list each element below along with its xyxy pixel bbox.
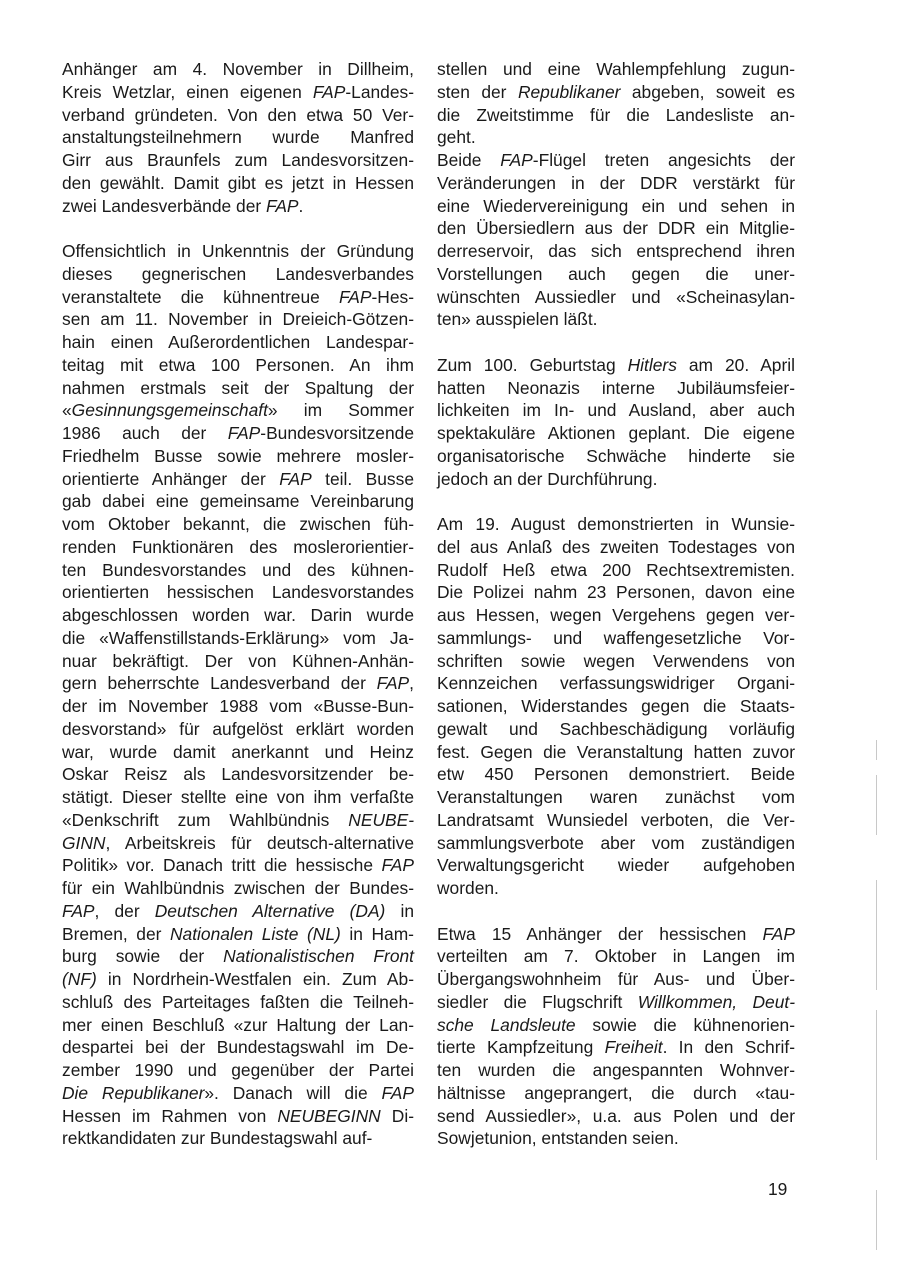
text-segment: Anhänger am 4. November in Dillheim, [62,59,414,79]
text-segment: . [298,195,304,216]
text-line [62,718,414,741]
italic-text: NEUBE- [348,809,414,830]
text-line [437,650,795,673]
text-line [437,377,795,400]
text-line [62,1014,414,1037]
text-segment: Veranstaltungen waren zunächst vom [437,787,795,807]
text-line [62,104,414,127]
text-segment: Kreis Wetzlar, einen eigenen [62,81,313,102]
text-segment: Veränderungen in der DDR verstärkt für [437,172,795,193]
text-line [437,945,795,968]
text-segment: fest. Gegen die Veranstaltung hatten zuvor [437,741,795,762]
text-segment: ten Bundesvorstandes und des kühnen- [62,559,414,580]
right-column [437,58,795,1150]
text-line [437,81,795,104]
text-line [62,217,414,240]
text-segment: ». Danach will die [204,1082,382,1103]
text-segment: aus Hessen, wegen Vergehens gegen ver- [437,605,795,625]
text-segment: -Flügel treten angesichts der [532,150,795,170]
text-line [62,149,414,172]
italic-text: sche Landsleute [437,1014,576,1035]
text-segment: zwei Landesverbände der [62,195,266,216]
text-segment: den gewählt. Damit gibt es jetzt in Hessen [62,172,414,193]
text-segment: sen am 11. November in Dreieich-Götzen- [62,309,414,330]
text-line [437,1014,795,1037]
text-line [62,854,414,877]
text-line [437,536,795,559]
text-segment: verteilten am 7. Oktober in Langen im [437,946,795,967]
text-segment: dieses gegnerischen Landesverbandes [62,263,414,284]
italic-text: FAP [227,423,261,443]
text-line [437,1082,795,1105]
text-segment: vom Oktober bekannt, die zwischen füh- [62,514,414,534]
text-line [437,991,795,1014]
text-segment: nuar bekräftigt. Der von Kühnen-Anhän- [62,650,414,671]
text-segment: renden Funktionären des moslerorientier- [62,536,414,557]
text-line [62,536,414,559]
text-line [437,627,795,650]
text-segment: despartei bei der Bundestagswahl im De- [62,1037,414,1058]
text-line [437,900,795,923]
text-line [437,763,795,786]
italic-text: Nationalistischen Front [223,946,415,967]
italic-text: FAP [381,1082,414,1103]
text-segment: war, wurde damit anerkannt und Heinz [62,741,414,762]
text-line [62,672,414,695]
italic-text: FAP [266,195,299,216]
italic-text: FAP [500,150,533,170]
text-line [62,377,414,400]
text-segment: Politik» vor. Danach tritt die hessische [62,855,382,876]
text-line [62,877,414,900]
text-segment: gewalt und Sachbeschädigung vorläufig [437,718,795,739]
text-segment: desvorstand» für aufgelöst erklärt worden [62,718,414,739]
text-segment: mer einen Beschluß «zur Haltung der Lan- [62,1014,414,1035]
text-segment: ten» ausspielen läßt. [437,309,598,330]
italic-text: FAP [312,81,346,102]
text-line [62,126,414,149]
text-line [62,445,414,468]
text-segment: Rudolf Heß etwa 200 Rechtsextremisten. [437,559,795,580]
text-segment: wünschten Aussiedler und «Scheinasylan- [437,286,795,307]
left-column [62,58,414,1150]
italic-text: Hitlers [627,354,677,375]
text-segment: abgeben, soweit es [620,81,795,102]
text-segment: del aus Anlaß des zweiten Todestages von [437,536,795,557]
text-line [437,104,795,127]
text-line [62,581,414,604]
text-line [437,217,795,240]
italic-text: FAP [381,855,414,876]
text-line [62,354,414,377]
text-line [62,1059,414,1082]
scan-mark [876,880,877,990]
text-segment: Die Polizei nahm 23 Personen, davon eine [437,582,795,603]
text-segment: derreservoir, das sich entsprechend ihren [437,241,795,261]
text-line [62,786,414,809]
text-segment: , [409,673,414,694]
italic-text: FAP [338,286,372,307]
text-segment: lichkeiten im In- und Ausland, aber auch [437,400,795,421]
scan-mark [876,775,877,835]
text-segment: Zum 100. Geburtstag [437,354,628,375]
text-line [62,695,414,718]
text-segment: sowie die kühnenorien- [575,1014,795,1035]
text-segment: nahmen erstmals seit der Spaltung der [62,377,414,398]
scan-mark [876,1010,877,1160]
text-line [437,354,795,377]
text-line [62,604,414,627]
italic-text: Gesinnungsgemeinschaft [71,400,268,421]
text-line [62,809,414,832]
text-segment: teitag mit etwa 100 Personen. An ihm [62,354,414,375]
text-line [62,331,414,354]
italic-text: FAP [762,923,795,944]
text-segment: jedoch an der Durchführung. [437,468,658,489]
text-segment: orientierten hessischen Landesvorstandes [62,582,414,603]
text-segment: Oskar Reisz als Landesvorsitzender be- [62,764,414,785]
text-segment: Di- [380,1105,415,1126]
text-line [437,786,795,809]
text-segment: zember 1990 und gegenüber der Partei [62,1060,414,1080]
text-segment: sationen, Widerstandes gegen die Staats- [437,696,795,716]
italic-text: Freiheit [604,1037,663,1058]
text-segment: eine Wiedervereinigung ein und sehen in [437,195,795,216]
text-segment: organisatorische Schwäche hinderte sie [437,445,795,466]
italic-text: Nationalen Liste (NL) [169,923,341,944]
text-segment: stätigt. Dieser stellte eine von ihm verfaßte [62,787,414,807]
text-line [62,195,414,218]
text-segment: hältnisse angeprangert, die durch «tau- [437,1082,795,1103]
text-line [62,900,414,923]
text-segment: die «Waffenstillstands-Erklärung» vom Ja- [62,627,414,648]
text-line [437,1127,795,1150]
text-segment: anstaltungsteilnehmern wurde Manfred [62,127,414,148]
text-line [437,604,795,627]
text-segment: in Nordrhein-Westfalen ein. Zum Ab- [96,969,414,989]
italic-text: Willkommen, Deut- [637,991,795,1012]
text-line [437,832,795,855]
italic-text: GINN [62,832,106,853]
text-line [62,559,414,582]
text-segment: in Ham- [340,923,414,944]
text-segment: «Denkschrift zum Wahlbündnis [62,809,349,830]
text-line [62,945,414,968]
text-line [62,422,414,445]
text-line [62,81,414,104]
text-segment: gern beherrschte Landesverband der [62,673,377,694]
text-line [62,1105,414,1128]
scan-mark [876,740,877,760]
text-line [437,1036,795,1059]
text-segment: , der [94,900,155,921]
text-segment: veranstaltete die kühnentreue [62,286,339,307]
text-segment: am 20. April [676,354,795,375]
text-segment: sammlungsverbote aber vom zuständigen [437,832,795,853]
text-line [437,809,795,832]
text-line [62,650,414,673]
text-line [62,1082,414,1105]
text-line [62,58,414,81]
text-segment: sammlungs- und waffengesetzliche Vor- [437,627,795,648]
text-segment: Offensichtlich in Unkenntnis der Gründung [62,241,414,261]
text-segment: stellen und eine Wahlempfehlung zugun- [437,59,795,79]
text-segment: Etwa 15 Anhänger der hessischen [437,923,763,944]
text-line [62,1127,414,1150]
italic-text: (NF) [62,969,97,989]
text-segment: Kennzeichen verfassungswidriger Organi- [437,673,795,694]
text-line [62,763,414,786]
text-segment: verband gründeten. Von den etwa 50 Ver- [62,104,414,125]
text-line [437,1105,795,1128]
text-line [62,1036,414,1059]
text-line [437,741,795,764]
text-segment: Übergangswohnheim für Aus- und Über- [437,969,795,989]
text-line [437,172,795,195]
text-line [437,126,795,149]
text-segment: ten wurden die angespannten Wohnver- [437,1060,795,1080]
text-segment: Hessen im Rahmen von [62,1105,278,1126]
text-segment: hatten Neonazis interne Jubiläumsfeier- [437,377,795,398]
text-segment: tierte Kampfzeitung [437,1037,605,1058]
text-segment: für ein Wahlbündnis zwischen der Bundes- [62,878,414,898]
text-line [437,58,795,81]
text-line [62,286,414,309]
text-segment: Sowjetunion, entstanden seien. [437,1128,679,1149]
text-segment: in [385,900,414,921]
text-segment: gab dabei eine gemeinsame Vereinbarung [62,491,414,512]
text-segment: abgeschlossen worden war. Darin wurde [62,605,414,625]
text-segment: » im Sommer [267,400,414,421]
text-line [437,149,795,172]
text-line [62,308,414,331]
text-line [62,490,414,513]
text-segment: Beide [437,150,501,170]
text-segment: den Übersiedlern aus der DDR ein Mitglie- [437,218,795,239]
text-line [437,877,795,900]
text-line [62,627,414,650]
text-line [62,968,414,991]
text-line [62,240,414,263]
text-line [62,172,414,195]
text-segment: die Zweitstimme für die Landesliste an- [437,104,795,125]
text-line [437,1059,795,1082]
text-line [62,741,414,764]
text-segment: schriften sowie wegen Verwendens von [437,650,795,671]
text-segment: Am 19. August demonstrierten in Wunsie- [437,514,795,534]
text-segment: orientierte Anhänger der [62,468,280,489]
text-line [437,923,795,946]
text-line [437,968,795,991]
text-segment: rektkandidaten zur Bundestagswahl auf- [62,1128,373,1149]
text-line [437,490,795,513]
text-line [437,581,795,604]
text-line [62,513,414,536]
italic-text: Deutschen Alternative (DA) [154,900,386,921]
text-segment: -Bundesvorsitzende [260,423,414,443]
text-line [62,399,414,422]
text-segment: Verwaltungsgericht wieder aufgehoben [437,855,795,876]
text-line [437,468,795,491]
page-number: 19 [768,1179,788,1199]
text-line [437,195,795,218]
text-line [437,422,795,445]
text-line [437,513,795,536]
italic-text: NEUBEGINN [277,1105,381,1126]
text-line [437,672,795,695]
text-line [62,923,414,946]
text-line [437,308,795,331]
text-segment: Landratsamt Wunsiedel verboten, die Ver- [437,809,795,830]
italic-text: FAP [376,673,410,694]
text-line [437,331,795,354]
text-line [62,991,414,1014]
text-line [437,399,795,422]
text-line [62,832,414,855]
italic-text: Republikaner [517,81,621,102]
text-segment: siedler die Flugschrift [437,991,638,1012]
text-segment: Girr aus Braunfels zum Landesvorsitzen- [62,150,414,170]
text-segment: hain einen Außerordentlichen Landespar- [62,332,414,352]
text-segment: teil. Busse [311,468,414,489]
text-segment: 1986 auch der [62,423,228,443]
text-segment: burg sowie der [62,946,224,967]
text-segment: der im November 1988 vom «Busse-Bun- [62,696,414,716]
text-segment: Friedhelm Busse sowie mehrere mosler- [62,445,414,466]
text-line [437,559,795,582]
text-segment: sten der [437,81,518,102]
text-segment: Vorstellungen auch gegen die uner- [437,263,795,284]
text-segment: schluß des Parteitages faßten die Teilneh- [62,991,414,1012]
text-segment: . In den Schrif- [662,1037,795,1058]
italic-text: FAP [62,900,95,921]
italic-text: Die Republikaner [62,1082,205,1103]
text-segment: « [62,400,72,421]
scan-mark [876,1190,877,1250]
text-segment: , Arbeitskreis für deutsch-alternative [105,832,414,853]
text-segment: -Landes- [345,81,414,102]
text-line [62,468,414,491]
text-line [437,240,795,263]
text-line [437,445,795,468]
text-line [437,718,795,741]
italic-text: FAP [279,468,312,489]
text-segment: spektakuläre Aktionen geplant. Die eigene [437,423,795,443]
text-line [437,695,795,718]
text-segment: send Aussiedler», u.a. aus Polen und der [437,1105,795,1126]
text-line [437,854,795,877]
text-segment: -Hes- [371,286,414,307]
text-line [437,286,795,309]
text-segment: etw 450 Personen demonstriert. Beide [437,764,795,785]
text-line [437,263,795,286]
text-line [62,263,414,286]
text-segment: worden. [437,878,499,898]
text-segment: Bremen, der [62,923,170,944]
text-segment: geht. [437,127,476,148]
